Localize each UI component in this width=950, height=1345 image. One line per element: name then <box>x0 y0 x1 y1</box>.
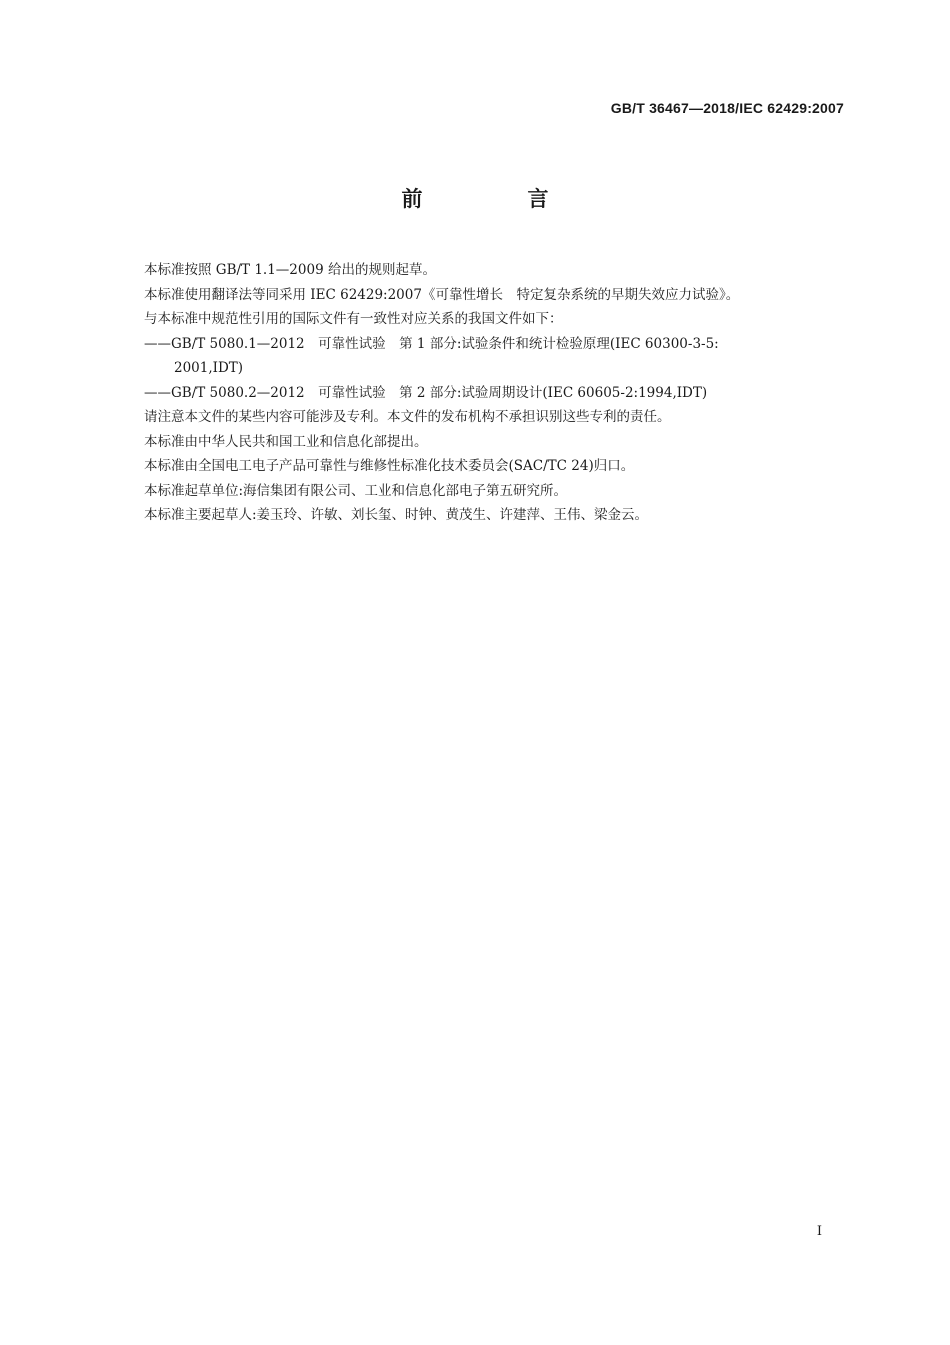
paragraph-drafters: 本标准主要起草人:姜玉玲、许敏、刘长玺、时钟、黄茂生、许建萍、王伟、梁金云。 <box>144 507 649 523</box>
paragraph-reference-1: ——GB/T 5080.1—2012 可靠性试验 第 1 部分:试验条件和统计检验原理(IEC 60300-3-5: <box>144 335 719 352</box>
paragraph-proposed-by: 本标准由中华人民共和国工业和信息化部提出。 <box>144 433 428 450</box>
page-number: I <box>816 1224 822 1239</box>
paragraph-reference-intro: 与本标准中规范性引用的国际文件有一致性对应关系的我国文件如下： <box>144 311 563 327</box>
page-title: 前 言 <box>401 187 591 211</box>
standard-code-header: GB/T 36467—2018/IEC 62429:2007 <box>610 100 844 116</box>
paragraph-drafting-rules: 本标准按照 GB/T 1.1—2009 给出的规则起草。 <box>144 262 436 278</box>
paragraph-reference-1-continued: 2001,IDT) <box>174 360 244 376</box>
paragraph-reference-2: ——GB/T 5080.2—2012 可靠性试验 第 2 部分:试验周期设计(IEC 60605-2:1994,IDT) <box>144 384 708 401</box>
paragraph-patent-notice: 请注意本文件的某些内容可能涉及专利。本文件的发布机构不承担识别这些专利的责任。 <box>144 409 671 425</box>
paragraph-translation-method: 本标准使用翻译法等同采用 IEC 62429:2007《可靠性增长 特定复杂系统的早期失效应力试验》。 <box>144 286 740 303</box>
foreword-body <box>144 258 844 528</box>
paragraph-under-jurisdiction: 本标准由全国电工电子产品可靠性与维修性标准化技术委员会(SAC/TC 24)归口。 <box>144 458 635 474</box>
paragraph-drafting-organizations: 本标准起草单位:海信集团有限公司、工业和信息化部电子第五研究所。 <box>144 482 568 499</box>
